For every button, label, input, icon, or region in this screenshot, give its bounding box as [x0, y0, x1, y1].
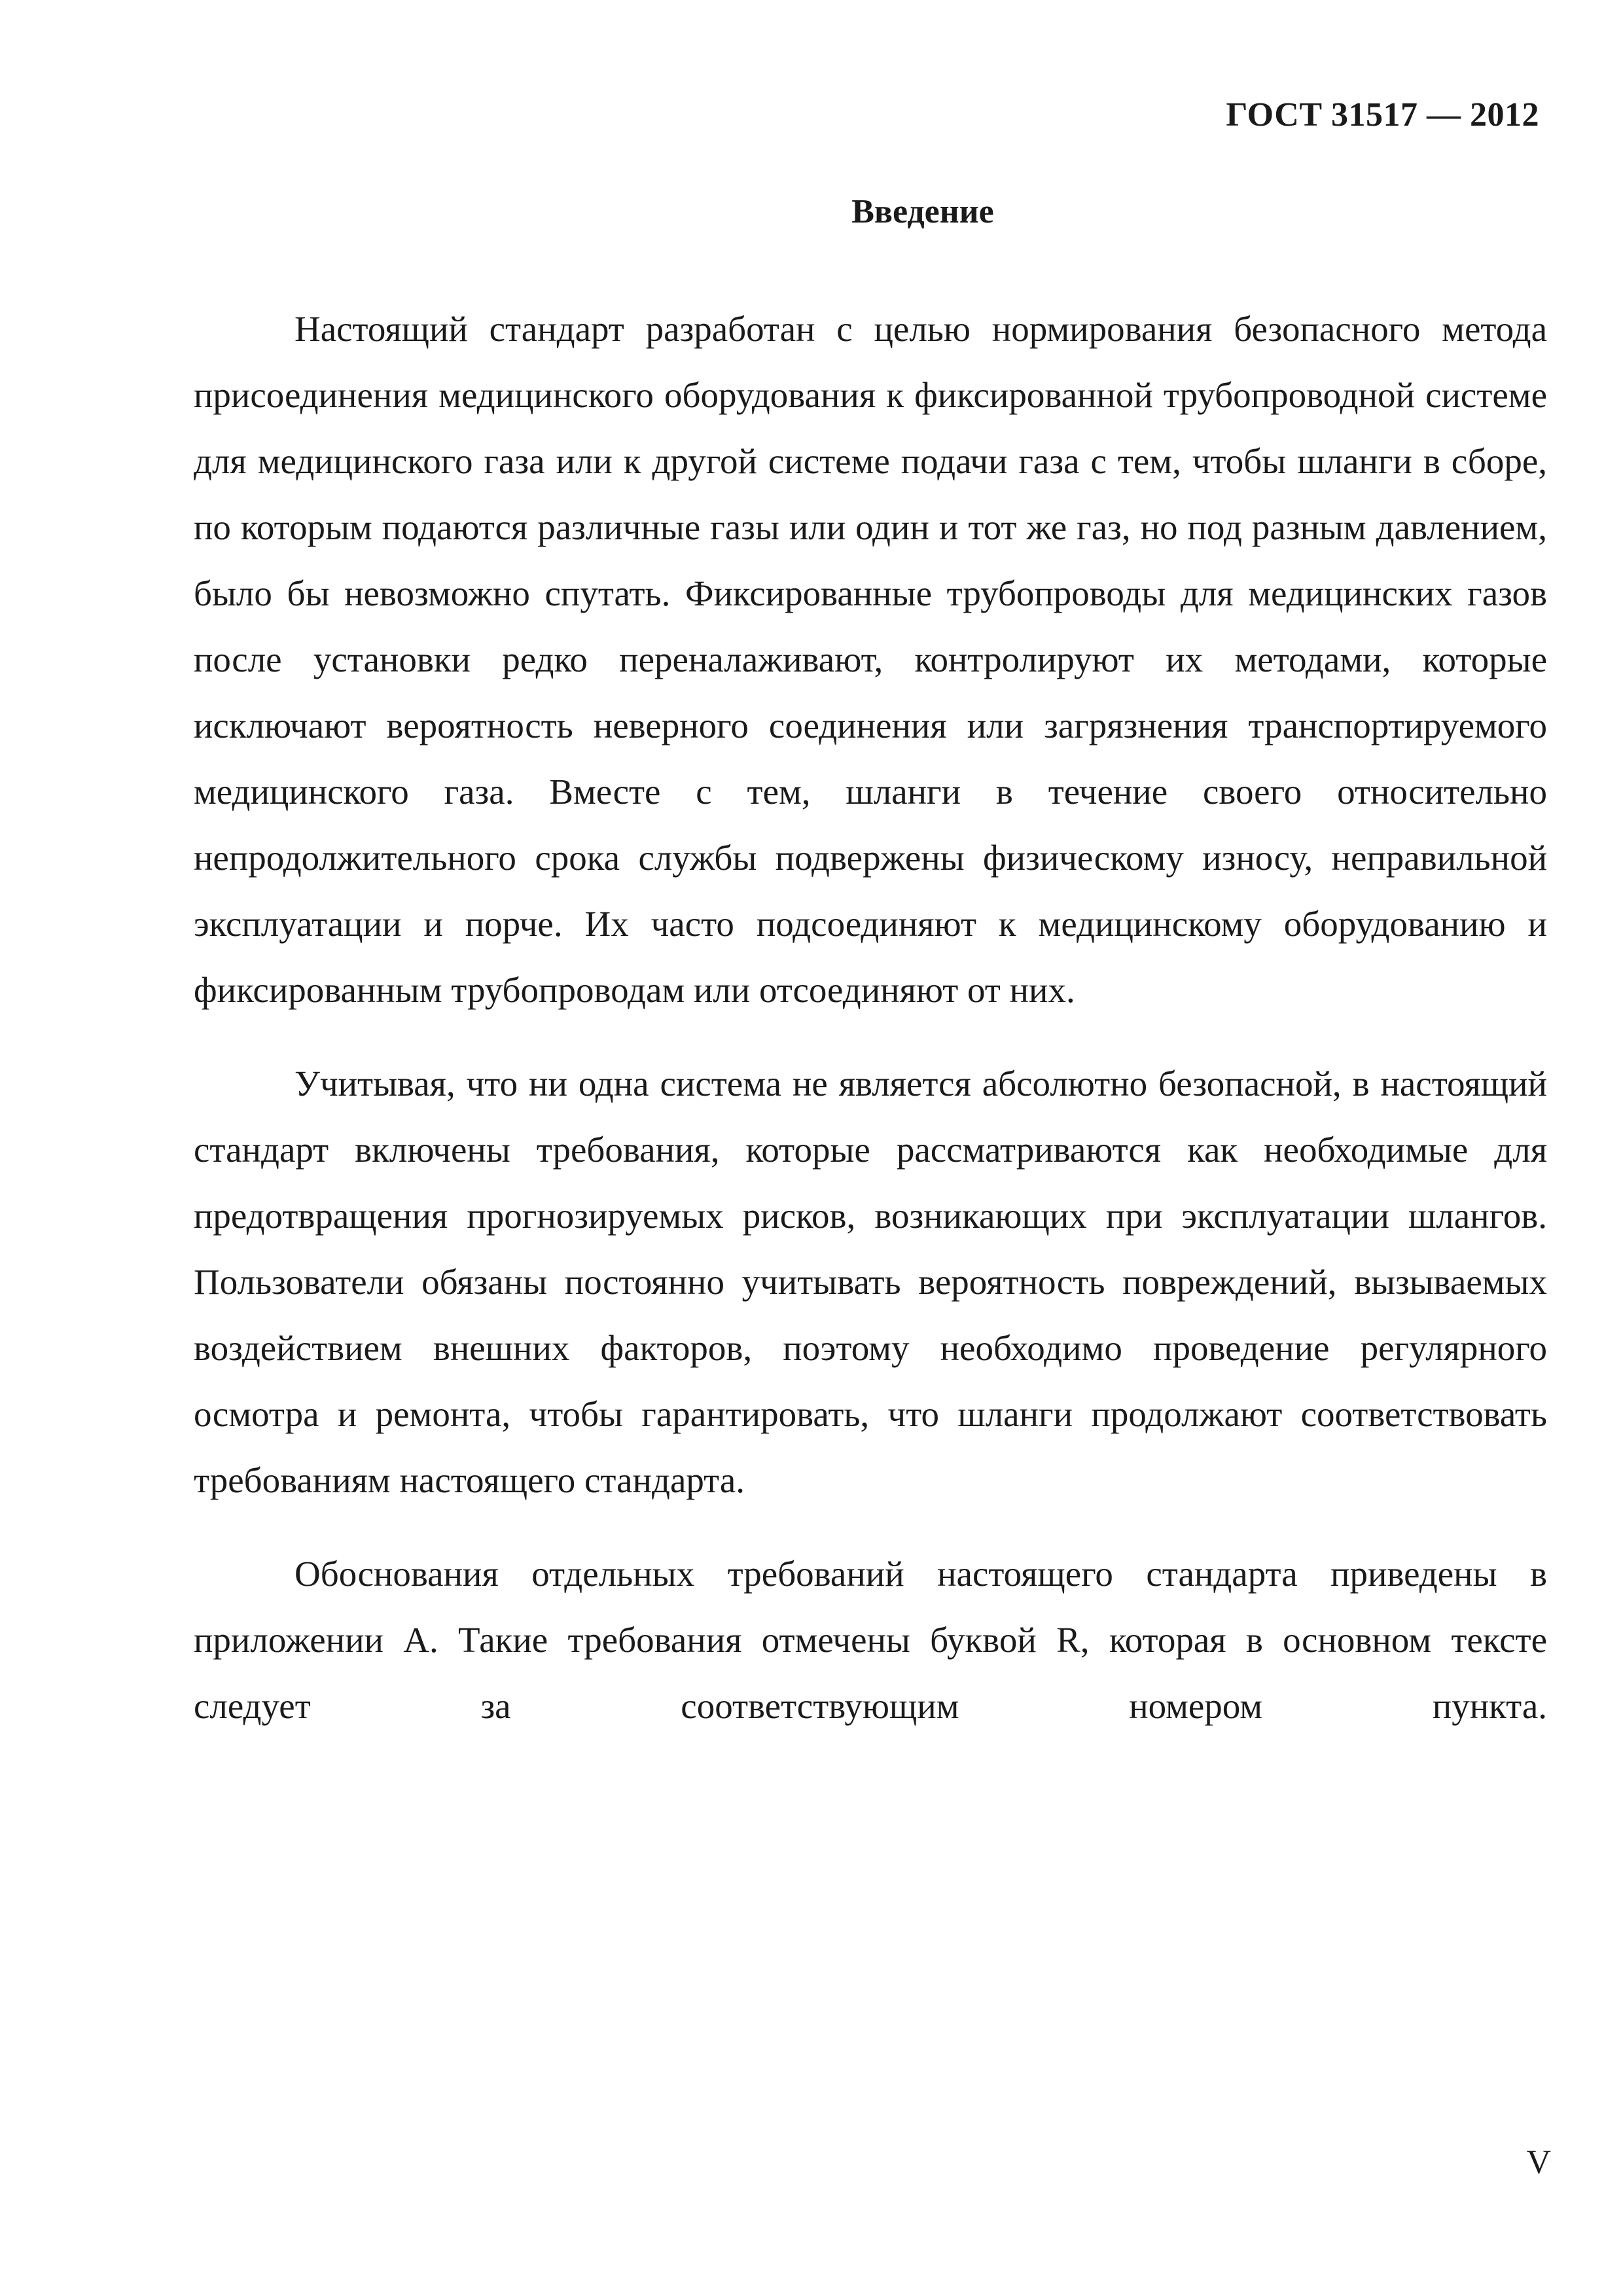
section-title: Введение	[851, 193, 994, 230]
paragraph-3: Обоснования отдельных требований настоящего стандарта приведены в приложении А. Такие требования отмечены буквой R, которая в основном тексте следует за соответствующим номером пункта.	[194, 1554, 1547, 1726]
paragraph-1: Настоящий стандарт разработан с целью нормирования безопасного метода присоединения медицинского оборудования к фиксированной трубопроводной системе для медицинского газа или к другой системе подачи газа с тем, чтобы шланги в сборе, по которым подаются различные газы или один и тот же газ, но под разным давлением, было бы невозможно спутать. Фиксированные трубопроводы для медицинских газов после установки редко переналаживают, контролируют их методами, которые исключают вероятность неверного соединения или загрязнения транспортируемого медицинского газа. Вместе с тем, шланги в течение своего относительно непродолжительного срока службы подвержены физическому износу, неправильной эксплуатации и порче. Их часто подсоединяют к медицинскому оборудованию и фиксированным трубопроводам или отсоединяют от них.	[194, 309, 1547, 1010]
paragraph-2: Учитывая, что ни одна система не является абсолютно безопасной, в настоящий стандарт включены требования, которые рассматриваются как необходимые для предотвращения прогнозируемых рисков, возникающих при эксплуатации шлангов. Пользователи обязаны постоянно учитывать вероятность повреждений, вызываемых воздействием внешних факторов, поэтому необходимо проведение регулярного осмотра и ремонта, чтобы гарантировать, что шланги продолжают соответствовать требованиям настоящего стандарта.	[194, 1064, 1547, 1500]
document-body	[194, 296, 1547, 1739]
page-number: V	[1526, 2144, 1551, 2181]
document-code: ГОСТ 31517 — 2012	[1226, 96, 1539, 134]
